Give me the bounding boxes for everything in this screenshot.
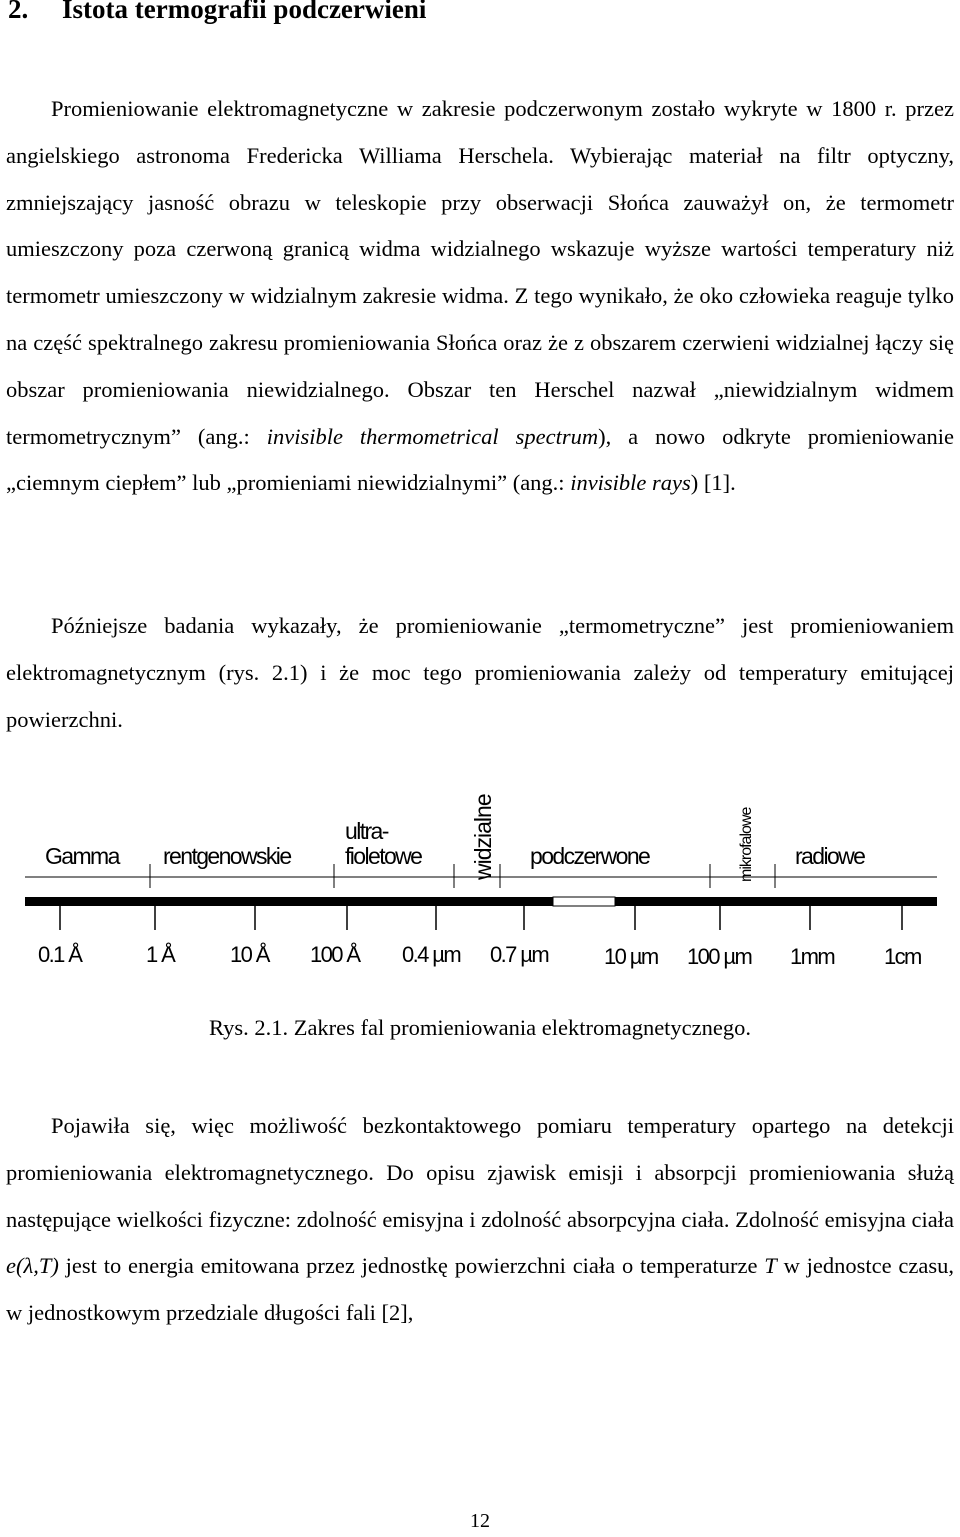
band-widzialne: widzialne	[470, 794, 496, 880]
temperature-symbol: T	[764, 1253, 777, 1279]
band-fioletowe: fioletowe	[345, 843, 422, 869]
tick-label: 100 Å	[310, 942, 360, 967]
band-radiowe: radiowe	[795, 843, 865, 869]
section-title: Istota termografii podczerwieni	[62, 0, 427, 24]
axis-bar-left	[25, 897, 553, 906]
visible-range-marker	[553, 897, 615, 906]
paragraph-2: Późniejsze badania wykazały, że promieniowanie „termometryczne” jest promieniowaniem elektromagnetycznym (rys. 2.1) i że moc tego promieniowania zależy od temperatury emitującej powierzchni.	[6, 613, 954, 732]
tick-label: 1 Å	[146, 942, 175, 967]
tick-label: 10 µm	[604, 944, 658, 969]
tick-label: 0.1 Å	[38, 942, 82, 967]
figure-caption: Rys. 2.1. Zakres fal promieniowania elektromagnetycznego.	[208, 1015, 752, 1040]
band-podczerwone: podczerwone	[530, 843, 650, 869]
tick-label: 0.7 µm	[490, 942, 549, 967]
section-number: 2.	[8, 0, 29, 24]
spectrum-figure	[0, 780, 960, 980]
tick-label: 0.4 µm	[402, 942, 461, 967]
axis-ticks	[60, 906, 902, 930]
emissive-power-formula: e(λ,T)	[6, 1253, 59, 1279]
band-rentgen: rentgenowskie	[163, 843, 291, 869]
band-ultra: ultra-	[345, 818, 388, 844]
band-gamma: Gamma	[45, 843, 119, 869]
tick-label: 10 Å	[230, 942, 269, 967]
tick-label: 100 µm	[687, 944, 752, 969]
axis-bar-right	[615, 897, 937, 906]
band-mikrofalowe: mikrofalowe	[738, 807, 755, 882]
page-number: 12	[470, 1510, 490, 1532]
paragraph-3: Pojawiła się, więc możliwość bezkontaktowego pomiaru temperatury opartego na detekcji promieniowania elektromagnetycznego. Do opisu zjawisk emisji i absorpcji promieniowania służą następujące wielkości fizyczne: zdolność emisyjna i zdolność absorpcyjna ciała. Zdolność emisyjna ciała e(λ,T) jest to energia emitowana przez jednostkę powierzchni ciała o temperaturze T w jednostce czasu, w jednostkowym przedziale długości fali [2],	[6, 1113, 955, 1326]
paragraph-1: Promieniowanie elektromagnetyczne w zakresie podczerwonym zostało wykryte w 1800 r. przez angielskiego astronoma Fredericka Williama Herschela. Wybierając materiał na filtr optyczny, zmniejszający jasność obrazu w teleskopie przy obserwacji Słońca zauważył on, że termometr umieszczony poza czerwoną granicą widma widzialnego wskazuje wyższe wartości temperatury niż termometr umieszczony w widzialnym zakresie widma. Z tego wynikało, że oko człowieka reaguje tylko na część spektralnego zakresu promieniowania Słońca oraz że z obszarem czerwieni widzialnej łączy się obszar promieniowania niewidzialnego. Obszar ten Herschel nazwał „niewidzialnym widmem termometrycznym” (ang.: invisible thermometrical spectrum), a nowo odkryte promieniowanie „ciemnym ciepłem” lub „promieniami niewidzialnymi” (ang.: invisible rays) [1].	[6, 96, 954, 496]
tick-label: 1mm	[790, 944, 835, 969]
tick-label: 1cm	[884, 944, 921, 969]
section-heading	[8, 0, 426, 25]
